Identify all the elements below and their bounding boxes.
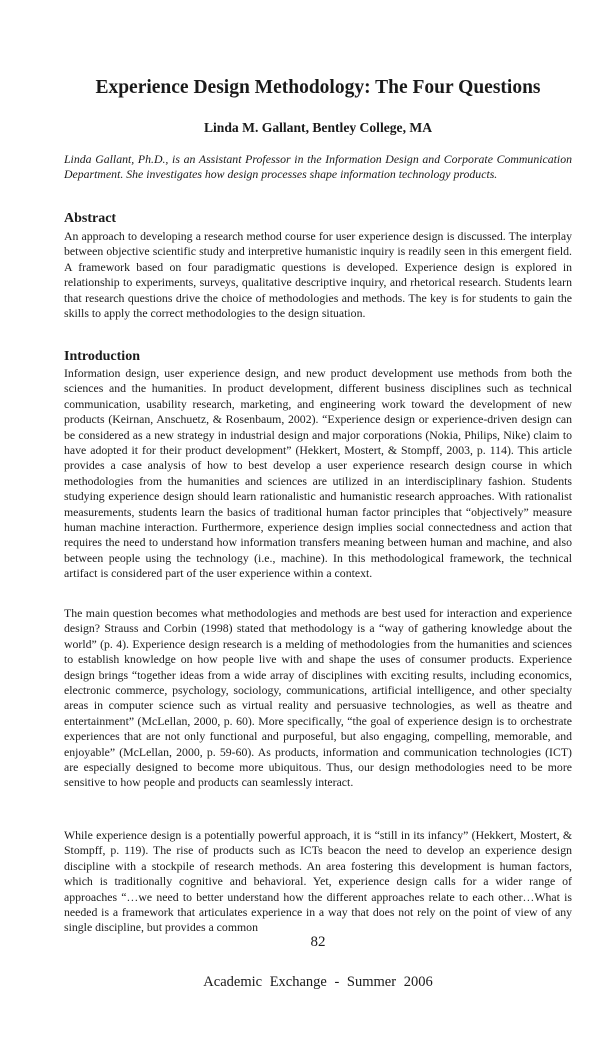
article-title: Experience Design Methodology: The Four Questions (95, 77, 541, 98)
author-bio: Linda Gallant, Ph.D., is an Assistant Professor in the Information Design and Corporate Communication Department. She investigates how design processes shape information technology products. (64, 152, 572, 182)
introduction-section (64, 348, 572, 367)
intro-paragraph-3: While experience design is a potentially powerful approach, it is “still in its infancy” (Hekkert, Mostert, & Stompff, p. 119). The rise of products such as ICTs beacon the need to develop an experience design discipline with a stockpile of research methods. An area fostering this development is human factors, which is traditionally cognitive and behavioral. Yet, experience design calls for a wider range of approaches “…we need to better understand how the different approaches relate to each other…What is needed is a framework that articulates experience in a way that does not rely on the point of view of any single discipline, but provides a common (64, 828, 572, 935)
abstract-section (64, 210, 572, 229)
author-line: Linda M. Gallant, Bentley College, MA (203, 120, 433, 135)
abstract-heading: Abstract (64, 211, 117, 226)
intro-paragraph-1: Information design, user experience design, and new product development use methods from both the sciences and the humanities. In product development, different business disciplines such as technical communication, usability research, marketing, and engineering work toward the development of new products (Keirnan, Anschuetz, & Rosenbaum, 2002). “Experience design or experience-driven design can be considered as a new strategy in industrial design and major corporations (Nokia, Philips, Nike) claim to have adopted it for their product development” (Hekkert, Mostert, & Stompff, 2003, p. 114). This article provides a case analysis of how to best develop a user experience research design course in which methodologies from the humanities and sciences are utilized in an interdisciplinary fashion. Students studying experience design should learn rationalistic and humanistic research approaches. With rationalist measurements, students learn the basics of traditional human factor principles that “objectively” measure human machine interaction. Furthermore, experience design implies social connectedness and action that requires the need to understand how information transfers meaning between human and machine, and also between people using the technology (i.e., machine). In this methodological framework, the technical artifact is considered part of the user experience within a context. (64, 366, 572, 581)
page-number: 82 (310, 934, 326, 950)
abstract-paragraph: An approach to developing a research method course for user experience design is discussed. The interplay between objective scientific study and interpretive humanistic inquiry is readily seen in this emergent field. A framework based on four paradigmatic questions is developed. Experience design is explored in relationship to experiments, surveys, qualitative descriptive inquiry, and rhetorical research. Students learn that research questions drive the choice of methodologies and methods. The key is for students to gain the skills to apply the correct methodologies to the design situation. (64, 229, 572, 321)
running-footer: Academic Exchange - Summer 2006 (203, 974, 433, 990)
introduction-heading: Introduction (64, 349, 140, 364)
document-page (64, 0, 572, 1053)
intro-paragraph-2: The main question becomes what methodologies and methods are best used for interaction and experience design? Strauss and Corbin (1998) stated that methodology is a “way of gathering knowledge about the world” (p. 4). Experience design research is a melding of methodologies from the humanities and sciences to establish knowledge on how people live with and shape the uses of consumer products. Experience design brings “together ideas from a wide array of disciplines with exciting results, including economics, electronic commerce, psychology, sociology, communications, artificial intelligence, and other specialty areas in computer science such as virtual reality and persuasive technologies, as well as theatre and entertainment” (McLellan, 2000, p. 60). More specifically, “the goal of experience design is to orchestrate experiences that are not only functional and purposeful, but also engaging, compelling, memorable, and enjoyable” (McLellan, 2000, p. 59-60). As products, information and communication technologies (ICT) are especially designed to become more ubiquitous. Thus, our design methodologies need to be more sensitive to how people and products can seamlessly interact. (64, 606, 572, 790)
